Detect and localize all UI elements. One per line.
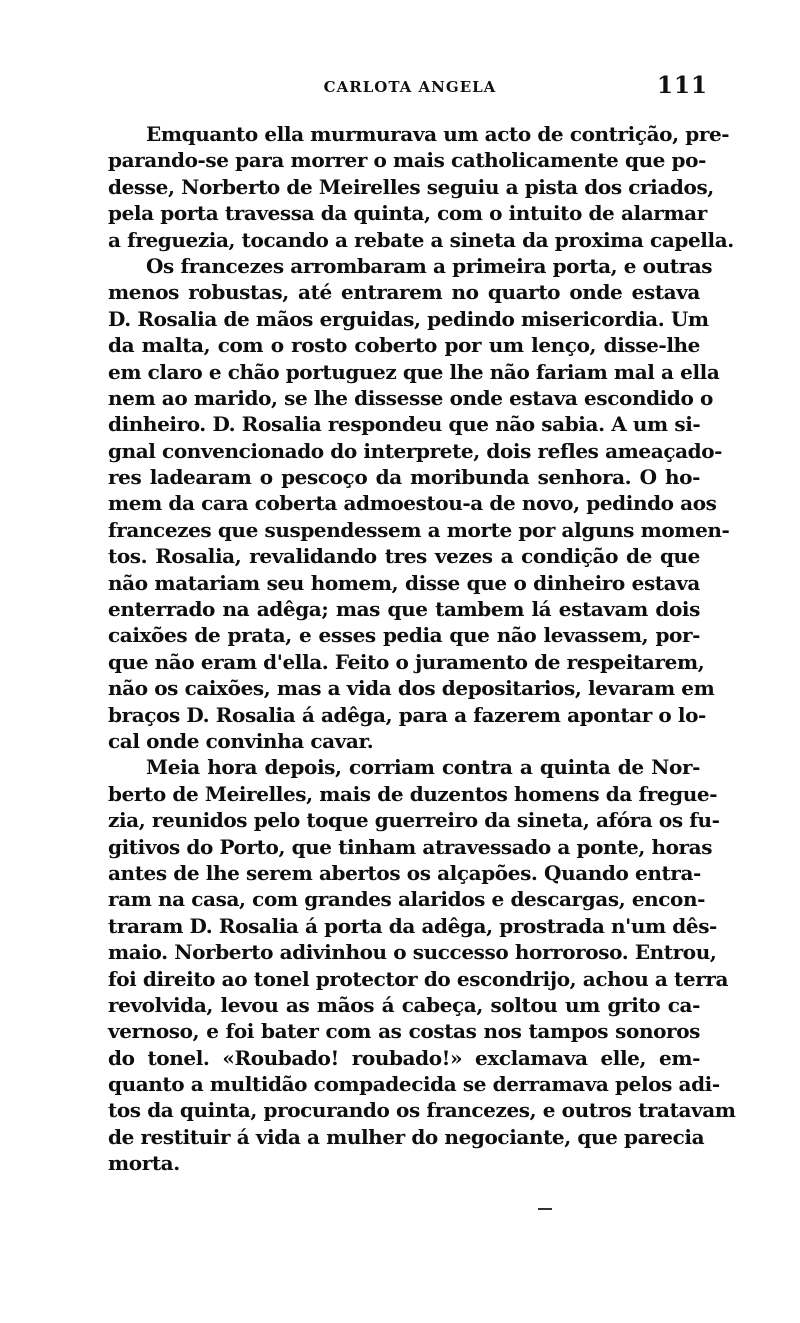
text-line: D. Rosalia de mãos erguidas, pedindo misericordia. Um <box>108 306 709 331</box>
running-header <box>108 74 712 102</box>
text-line: desse, Norberto de Meirelles seguiu a pista dos criados, <box>108 174 714 199</box>
text-line: pela porta travessa da quinta, com o intuito de alarmar <box>108 201 707 226</box>
text-line: não os caixões, mas a vida dos depositarios, levaram em <box>108 676 715 701</box>
text-line: gnal convencionado do interprete, dois refles ameaçado- <box>108 438 723 463</box>
page-number: 111 <box>656 72 708 99</box>
body-text <box>108 121 736 1177</box>
text-line: parando-se para morrer o mais catholicamente que po- <box>108 148 706 173</box>
running-title: CARLOTA ANGELA <box>323 78 497 96</box>
text-line: ram na casa, com grandes alaridos e descargas, encon- <box>108 887 706 912</box>
text-line: de restituir á vida a mulher do negociante, que parecia <box>108 1124 705 1149</box>
text-line: morta. <box>108 1151 180 1176</box>
text-line: maio. Norberto adivinhou o successo horroroso. Entrou, <box>108 940 717 965</box>
text-line: quanto a multidão compadecida se derramava pelos adi- <box>108 1072 720 1097</box>
text-line: gitivos do Porto, que tinham atravessado a ponte, horas <box>108 834 713 859</box>
text-line: mem da cara coberta admoestou-a de novo, pedindo aos <box>108 491 717 516</box>
text-line: nem ao marido, se lhe dissesse onde estava escondido o <box>108 385 713 410</box>
text-line: em claro e chão portuguez que lhe não fariam mal a ella <box>108 359 720 384</box>
text-line: que não eram d'ella. Feito o juramento de respeitarem, <box>108 649 705 674</box>
text-line: Os francezes arrombaram a primeira porta, e outras <box>146 253 713 278</box>
text-line: Meia hora depois, corriam contra a quinta de Nor- <box>146 755 700 780</box>
text-line: tos da quinta, procurando os francezes, e outros tratavam <box>108 1098 736 1123</box>
text-line: não matariam seu homem, disse que o dinheiro estava <box>108 570 700 595</box>
text-line: tos. Rosalia, revalidando tres vezes a condição de que <box>108 544 700 569</box>
text-line: antes de lhe serem abertos os alçapões. Quando entra- <box>108 860 701 885</box>
text-line: caixões de prata, e esses pedia que não levassem, por- <box>108 623 700 648</box>
text-line: vernoso, e foi bater com as costas nos tampos sonoros <box>108 1019 700 1044</box>
text-line: traram D. Rosalia á porta da adêga, prostrada n'um dês- <box>108 913 717 938</box>
text-line: do tonel. «Roubado! roubado!» exclamava elle, em- <box>108 1045 700 1070</box>
text-line: enterrado na adêga; mas que tambem lá estavam dois <box>108 597 700 622</box>
text-line: francezes que suspendessem a morte por alguns momen- <box>108 517 730 542</box>
ink-mark <box>538 1208 552 1210</box>
text-line: res ladearam o pescoço da moribunda senhora. O ho- <box>108 465 700 490</box>
text-line: zia, reunidos pelo toque guerreiro da sineta, afóra os fu- <box>108 808 720 833</box>
text-line: braços D. Rosalia á adêga, para a fazerem apontar o lo- <box>108 702 706 727</box>
text-line: Emquanto ella murmurava um acto de contrição, pre- <box>146 122 730 146</box>
text-line: revolvida, levou as mãos á cabeça, soltou um grito ca- <box>108 992 700 1017</box>
text-line: da malta, com o rosto coberto por um lenço, disse-lhe <box>108 333 700 358</box>
text-line: menos robustas, até entrarem no quarto onde estava <box>108 280 700 305</box>
text-line: cal onde convinha cavar. <box>108 728 374 753</box>
text-line: foi direito ao tonel protector do escondrijo, achou a terra <box>108 966 729 991</box>
text-line: dinheiro. D. Rosalia respondeu que não sabia. A um si- <box>108 412 701 437</box>
text-line: berto de Meirelles, mais de duzentos homens da fregue- <box>108 781 718 806</box>
text-line: a freguezia, tocando a rebate a sineta da proxima capella. <box>108 227 734 252</box>
